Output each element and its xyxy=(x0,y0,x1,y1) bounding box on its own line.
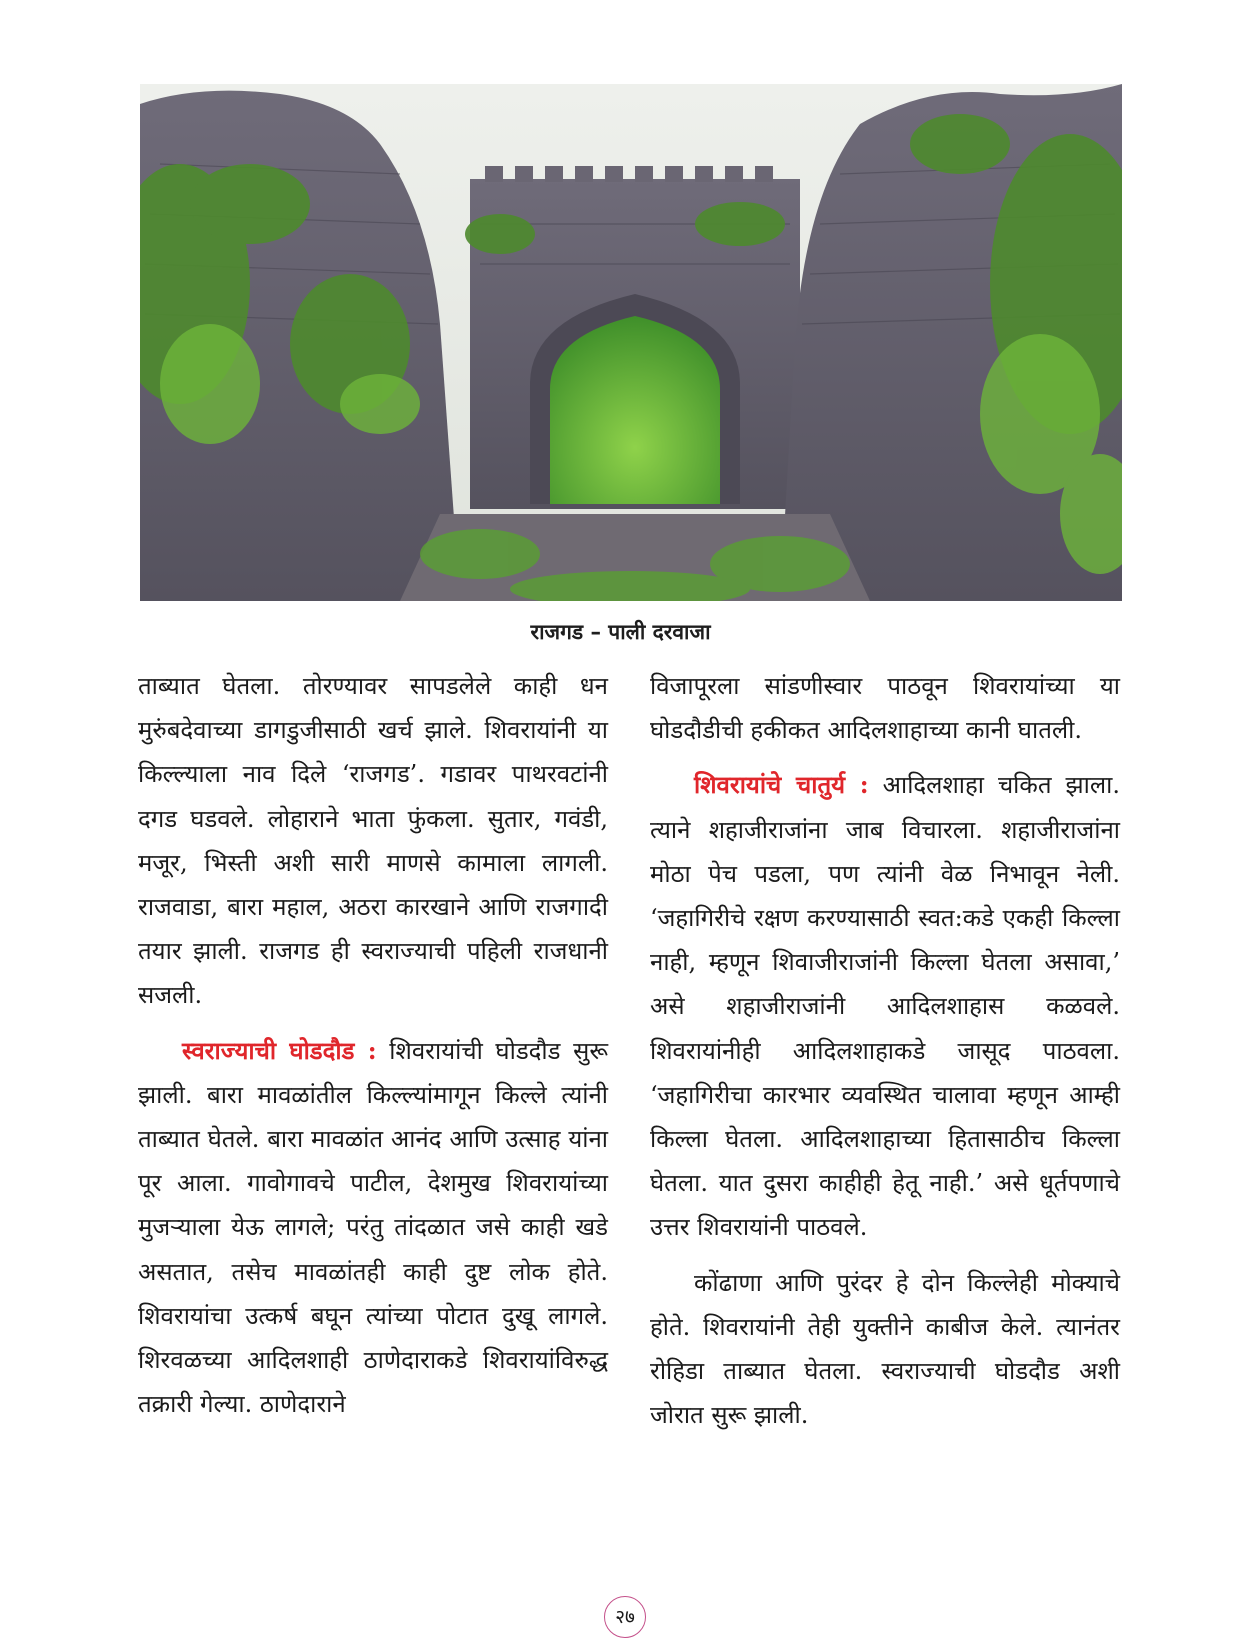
left-paragraph-1: ताब्यात घेतला. तोरण्यावर सापडलेले काही धन मुरुंबदेवाच्या डागडुजीसाठी खर्च झाले. शिवरायांनी या किल्ल्याला नाव दिले ‘राजगड’. गडावर पाथरवटांनी दगड घडवले. लोहाराने भाता फुंकला. सुतार, गवंडी, मजूर, भिस्ती अशी सारी माणसे कामाला लागली. राजवाडा, बारा महाल, अठरा कारखाने आणि राजगादी तयार झाली. राजगड ही स्वराज्याची पहिली राजधानी सजली. xyxy=(138,672,608,1010)
section-heading-shivrayanche-chaturya: शिवरायांचे चातुर्य : xyxy=(694,770,869,800)
page-number: २७ xyxy=(604,1596,646,1638)
fort-gate-photo xyxy=(140,84,1122,601)
fort-gate-illustration xyxy=(140,84,1122,601)
right-column xyxy=(650,664,1120,1448)
left-column xyxy=(138,664,608,1437)
section-heading-swarajyachi-ghoddaud: स्वराज्याची घोडदौड : xyxy=(182,1035,377,1065)
right-paragraph-3: कोंढाणा आणि पुरंदर हे दोन किल्लेही मोक्याचे होते. शिवरायांनी तेही युक्तीने काबीज केले. त्यानंतर रोहिडा ताब्यात घेतला. स्वराज्याची घोडदौड अशी जोरात सुरू झाली. xyxy=(650,1268,1120,1430)
right-paragraph-2-text: आदिलशाहा चकित झाला. त्याने शहाजीराजांना जाब विचारला. शहाजीराजांना मोठा पेच पडला, पण त्यांनी वेळ निभावून नेली. ‘जहागिरीचे रक्षण करण्यासाठी स्वत:कडे एकही किल्ला नाही, म्हणून शिवाजीराजांनी किल्ला घेतला असावा,’ असे शहाजीराजांनी आदिलशाहास कळवले. शिवरायांनीही आदिलशाहाकडे जासूद पाठवला. ‘जहागिरीचा कारभार व्यवस्थित चालावा म्हणून आम्ही किल्ला घेतला. आदिलशाहाच्या हितासाठीच किल्ला घेतला. यात दुसरा काहीही हेतू नाही.’ असे धूर्तपणाचे उत्तर शिवरायांनी पाठवले. xyxy=(650,771,1120,1242)
right-paragraph-2 xyxy=(650,763,1120,1249)
left-paragraph-2-text: शिवरायांची घोडदौड सुरू झाली. बारा मावळांतील किल्ल्यांमागून किल्ले त्यांनी ताब्यात घेतले. बारा मावळांत आनंद आणि उत्साह यांना पूर आला. गावोगावचे पाटील, देशमुख शिवरायांच्या मुजऱ्याला येऊ लागले; परंतु तांदळात जसे काही खडे असतात, तसेच मावळांतही काही दुष्ट लोक होते. शिवरायांचा उत्कर्ष बघून त्यांच्या पोटात दुखू लागले. शिरवळच्या आदिलशाही ठाणेदाराकडे शिवरायांविरुद्ध तक्रारी गेल्या. ठाणेदाराने xyxy=(138,1036,608,1419)
left-paragraph-2 xyxy=(138,1029,608,1427)
right-paragraph-1: विजापूरला सांडणीस्वार पाठवून शिवरायांच्या या घोडदौडीची हकीकत आदिलशाहाच्या कानी घातली. xyxy=(650,672,1120,745)
figure-caption: राजगड – पाली दरवाजा xyxy=(530,620,711,644)
